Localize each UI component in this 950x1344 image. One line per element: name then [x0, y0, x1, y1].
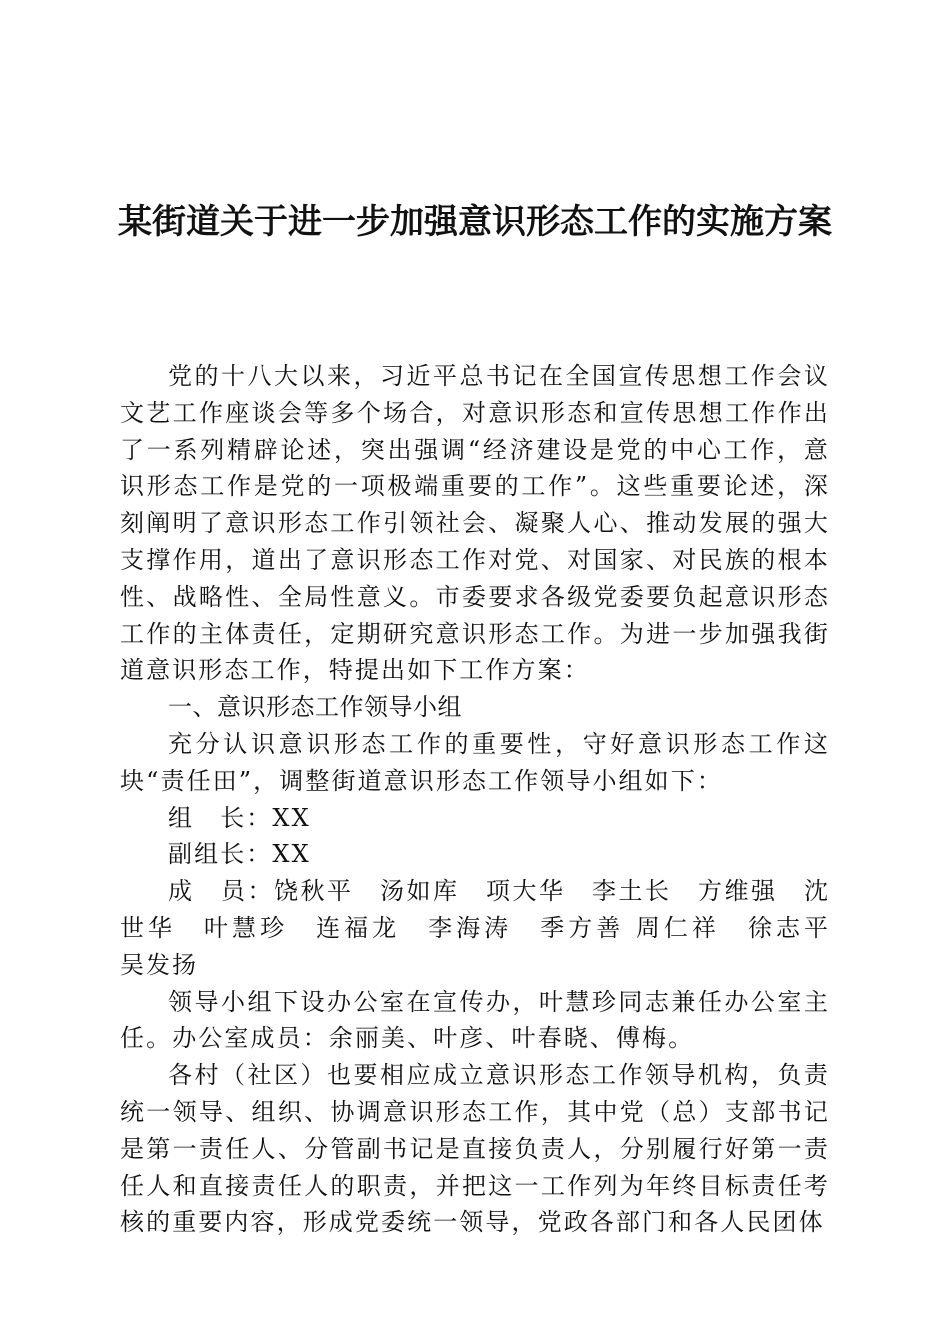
deputy-leader-line: 副组长：XX	[168, 840, 311, 869]
village-paragraph: 各村（社区）也要相应成立意识形态工作领导机构，负责统一领导、组织、协调意识形态工作，其中党（总）支部书记是第一责任人、分管副书记是直接负责人，分别履行好第一责任人和直接责任人的职责，并把这一工作列为年终目标责任考核的重要内容，形成党委统一领导，党政各部门和各人民团体	[120, 1061, 830, 1237]
document-title: 某街道关于进一步加强意识形态工作的实施方案	[118, 202, 832, 242]
section-heading: 一、意识形态工作领导小组	[168, 693, 462, 722]
leader-line: 组 长：XX	[168, 803, 311, 832]
members-line: 成 员：饶秋平 汤如库 项大华 李土长 方维强 沈世华 叶慧珍 连福龙 李海涛 季方善 周仁祥 徐志平 吴发扬	[120, 877, 856, 979]
office-paragraph: 领导小组下设办公室在宣传办，叶慧珍同志兼任办公室主任。办公室成员：余丽美、叶彦、叶春晓、傅梅。	[120, 987, 830, 1053]
section-intro-paragraph: 充分认识意识形态工作的重要性，守好意识形态工作这块“责任田”，调整街道意识形态工作领导小组如下：	[120, 729, 830, 795]
document-body	[120, 358, 856, 1241]
intro-paragraph: 党的十八大以来，习近平总书记在全国宣传思想工作会议文艺工作座谈会等多个场合，对意识形态和宣传思想工作作出了一系列精辟论述，突出强调“经济建设是党的中心工作，意识形态工作是党的一项极端重要的工作”。这些重要论述，深刻阐明了意识形态工作引领社会、凝聚人心、推动发展的强大支撑作用，道出了意识形态工作对党、对国家、对民族的根本性、战略性、全局性意义。市委要求各级党委要负起意识形态工作的主体责任，定期研究意识形态工作。为进一步加强我街道意识形态工作，特提出如下工作方案：	[120, 362, 830, 685]
